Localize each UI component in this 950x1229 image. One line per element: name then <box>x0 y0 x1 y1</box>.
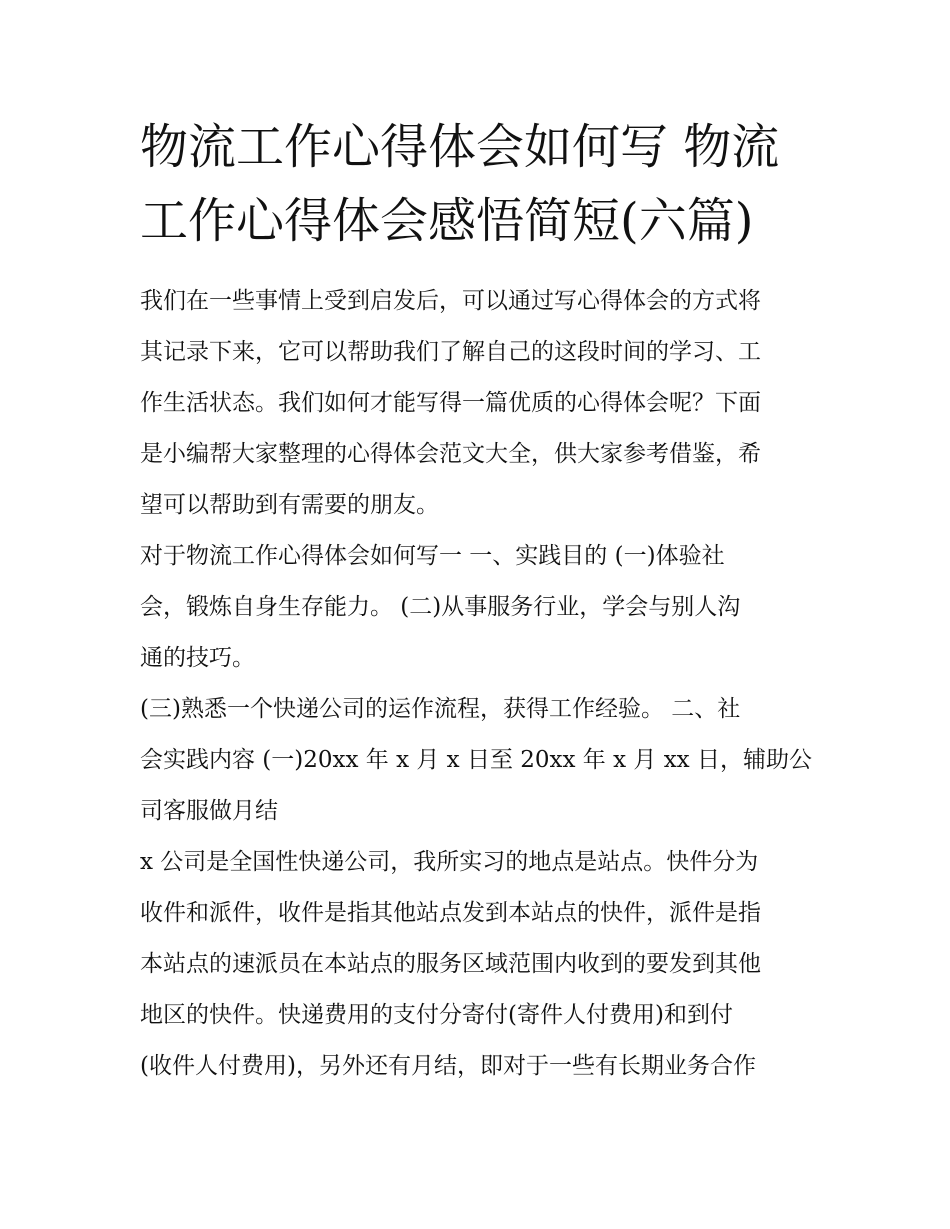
text-line: (三)熟悉一个快递公司的运作流程，获得工作经验。 二、社 <box>140 696 741 722</box>
paragraph-company-info <box>140 837 830 1092</box>
text-line: 会实践内容 (一)20xx 年 x 月 x 日至 20xx 年 x 月 xx 日，辅助公 <box>140 747 812 773</box>
text-line: 地区的快件。快递费用的支付分寄付(寄件人付费用)和到付 <box>140 1002 733 1028</box>
text-line: 对于物流工作心得体会如何写一 一、实践目的 (一)体验社 <box>140 543 725 569</box>
document-body <box>140 276 830 1092</box>
title-line: 工作心得体会感悟简短(六篇) <box>140 193 754 249</box>
text-line: 作生活状态。我们如何才能写得一篇优质的心得体会呢？下面 <box>140 390 761 416</box>
paragraph-intro <box>140 276 830 531</box>
text-line: 望可以帮助到有需要的朋友。 <box>140 492 439 518</box>
text-line: 我们在一些事情上受到启发后，可以通过写心得体会的方式将 <box>140 288 761 314</box>
text-line: 本站点的速派员在本站点的服务区域范围内收到的要发到其他 <box>140 951 761 977</box>
title-line: 物流工作心得体会如何写 物流 <box>140 119 780 175</box>
text-line: 其记录下来，它可以帮助我们了解自己的这段时间的学习、工 <box>140 339 761 365</box>
text-line: 是小编帮大家整理的心得体会范文大全，供大家参考借鉴，希 <box>140 441 761 467</box>
text-line: x 公司是全国性快递公司，我所实习的地点是站点。快件分为 <box>140 849 759 875</box>
paragraph-practice-purpose <box>140 531 830 684</box>
text-line: (收件人付费用)，另外还有月结，即对于一些有长期业务合作 <box>140 1053 756 1079</box>
paragraph-practice-content <box>140 684 830 837</box>
text-line: 收件和派件，收件是指其他站点发到本站点的快件，派件是指 <box>140 900 761 926</box>
text-line: 通的技巧。 <box>140 645 255 671</box>
text-line: 司客服做月结 <box>140 798 278 824</box>
document-title <box>140 110 820 258</box>
text-line: 会，锻炼自身生存能力。 (二)从事服务行业，学会与别人沟 <box>140 594 741 620</box>
